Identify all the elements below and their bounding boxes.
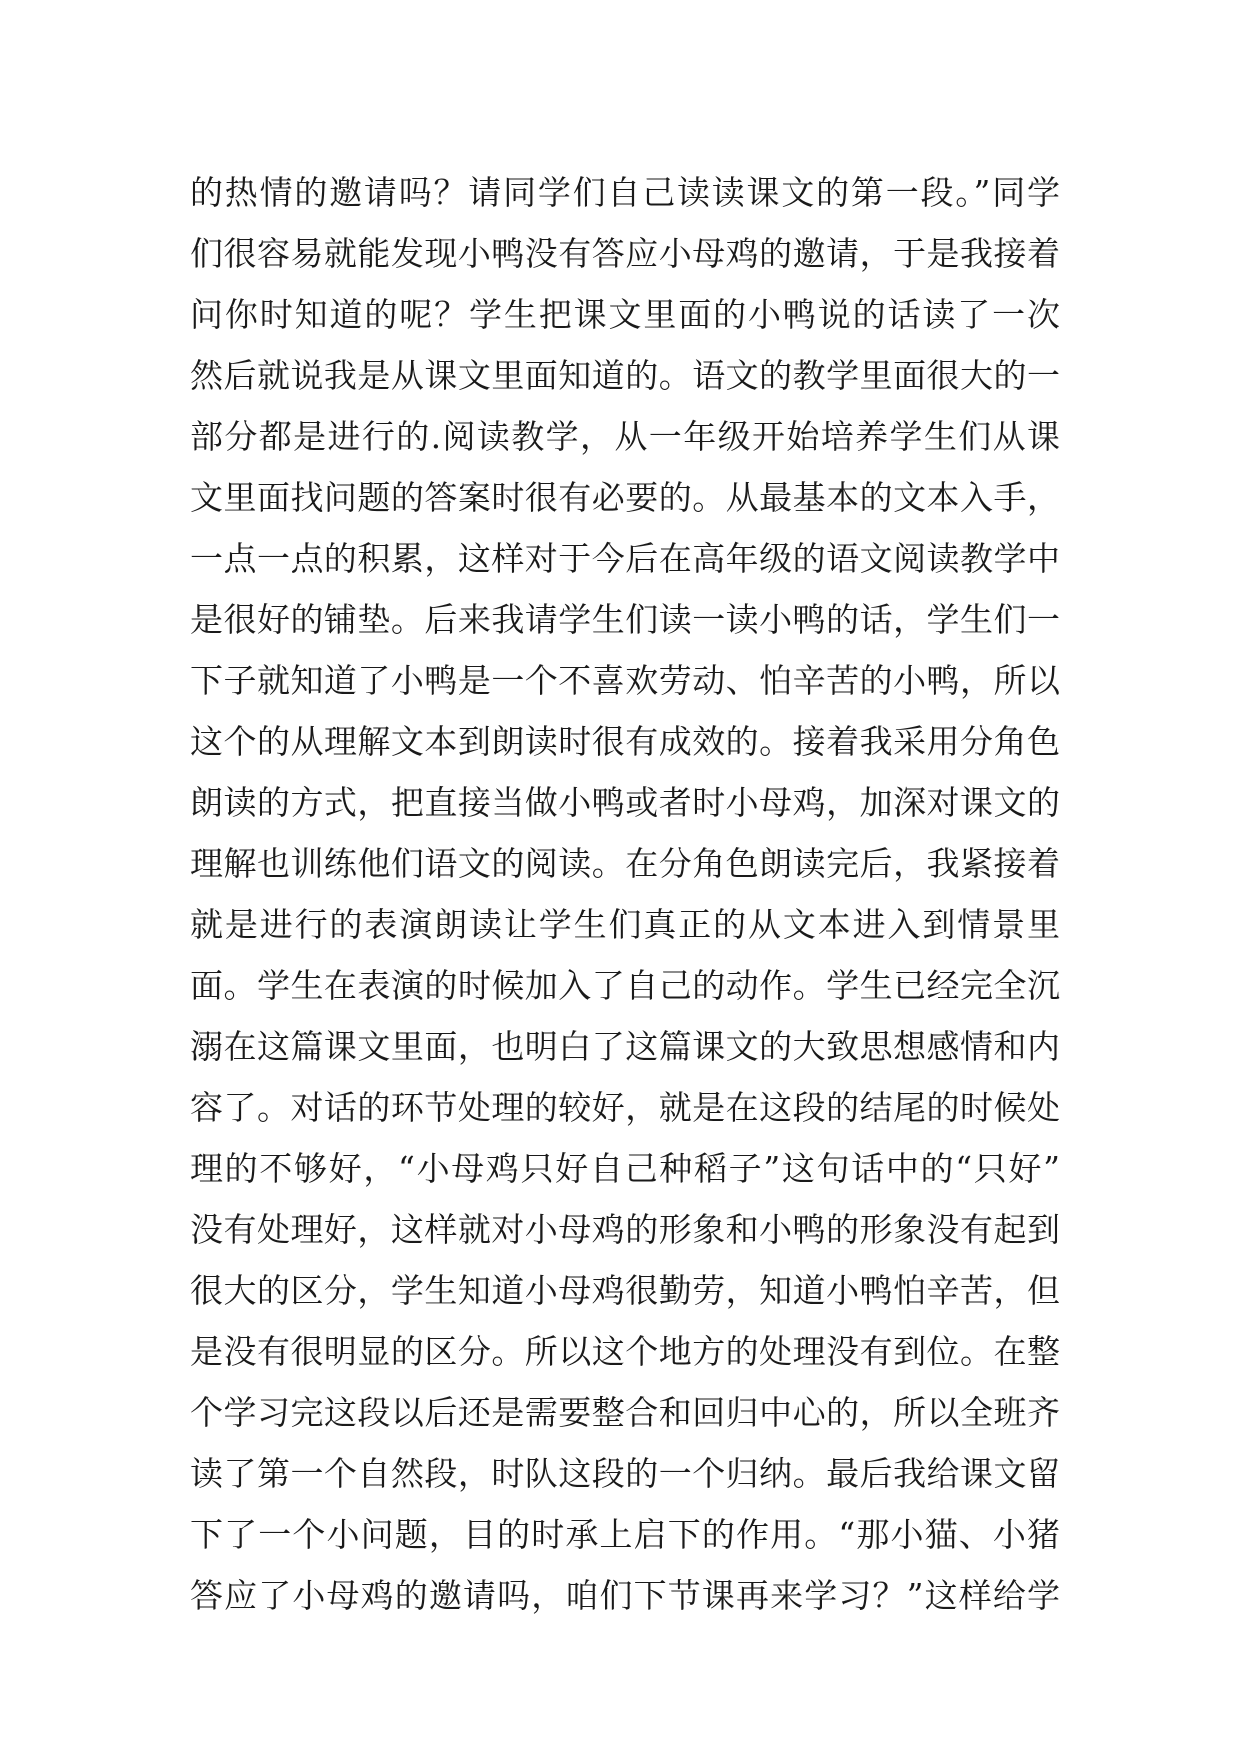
text-line: 的热情的邀请吗？请同学们自己读读课文的第一段。”同学 [190, 173, 1060, 212]
text-line: 没有处理好，这样就对小母鸡的形象和小鸭的形象没有起到 [190, 1210, 1060, 1249]
text-line: 问你时知道的呢？学生把课文里面的小鸭说的话读了一次 [190, 295, 1060, 334]
text-line: 这个的从理解文本到朗读时很有成效的。接着我采用分角色 [190, 722, 1060, 761]
text-line: 一点一点的积累，这样对于今后在高年级的语文阅读教学中 [190, 539, 1060, 578]
text-line: 理的不够好，“小母鸡只好自己种稻子”这句话中的“只好” [190, 1149, 1060, 1188]
text-line: 很大的区分，学生知道小母鸡很勤劳，知道小鸭怕辛苦，但 [190, 1271, 1060, 1310]
text-line: 答应了小母鸡的邀请吗，咱们下节课再来学习？”这样给学 [190, 1576, 1060, 1615]
text-line: 然后就说我是从课文里面知道的。语文的教学里面很大的一 [190, 356, 1060, 395]
text-line: 是没有很明显的区分。所以这个地方的处理没有到位。在整 [190, 1332, 1060, 1371]
text-line: 们很容易就能发现小鸭没有答应小母鸡的邀请，于是我接着 [190, 234, 1060, 273]
text-line: 文里面找问题的答案时很有必要的。从最基本的文本入手， [190, 478, 1060, 517]
body-text [190, 162, 1060, 1626]
text-line: 理解也训练他们语文的阅读。在分角色朗读完后，我紧接着 [190, 844, 1060, 883]
text-line: 朗读的方式，把直接当做小鸭或者时小母鸡，加深对课文的 [190, 783, 1060, 822]
text-line: 下了一个小问题，目的时承上启下的作用。“那小猫、小猪 [190, 1515, 1060, 1554]
text-line: 部分都是进行的.阅读教学，从一年级开始培养学生们从课 [190, 417, 1060, 456]
text-line: 个学习完这段以后还是需要整合和回归中心的，所以全班齐 [190, 1393, 1060, 1432]
text-line: 读了第一个自然段，时队这段的一个归纳。最后我给课文留 [190, 1454, 1060, 1493]
text-line: 是很好的铺垫。后来我请学生们读一读小鸭的话，学生们一 [190, 600, 1060, 639]
text-line: 容了。对话的环节处理的较好，就是在这段的结尾的时候处 [190, 1088, 1060, 1127]
text-line: 下子就知道了小鸭是一个不喜欢劳动、怕辛苦的小鸭，所以 [190, 661, 1060, 700]
text-line: 就是进行的表演朗读让学生们真正的从文本进入到情景里 [190, 905, 1060, 944]
text-line: 面。学生在表演的时候加入了自己的动作。学生已经完全沉 [190, 966, 1060, 1005]
text-line: 溺在这篇课文里面，也明白了这篇课文的大致思想感情和内 [190, 1027, 1060, 1066]
